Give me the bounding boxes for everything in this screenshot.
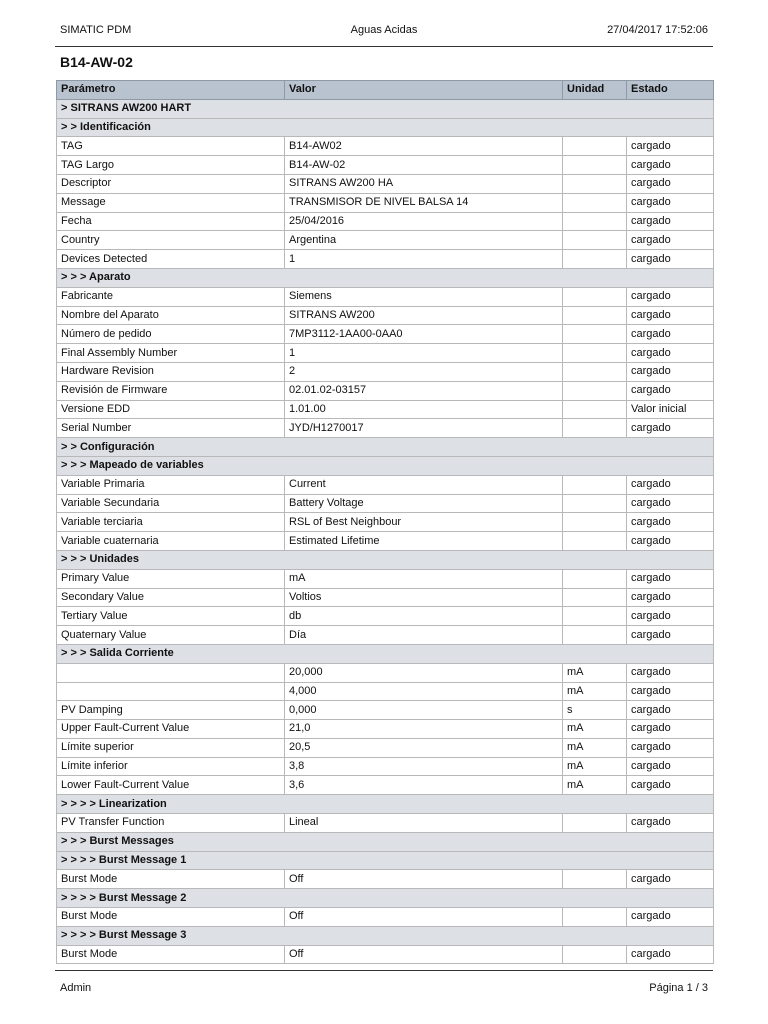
- unit-cell: [563, 287, 627, 306]
- section-label: > > > Mapeado de variables: [57, 456, 714, 475]
- section-label: > > > Aparato: [57, 268, 714, 287]
- table-row: [57, 682, 714, 701]
- table-row: [57, 325, 714, 344]
- table-row: [57, 287, 714, 306]
- unit-cell: [563, 306, 627, 325]
- value-cell: 20,000: [285, 663, 563, 682]
- unit-cell: [563, 908, 627, 927]
- table-row: [57, 250, 714, 269]
- value-cell: TRANSMISOR DE NIVEL BALSA 14: [285, 193, 563, 212]
- table-row: [57, 607, 714, 626]
- section-row: [57, 889, 714, 908]
- status-cell: cargado: [627, 757, 714, 776]
- status-cell: cargado: [627, 137, 714, 156]
- status-cell: cargado: [627, 344, 714, 363]
- value-cell: Off: [285, 945, 563, 964]
- value-cell: 4,000: [285, 682, 563, 701]
- status-cell: cargado: [627, 814, 714, 833]
- param-cell: TAG Largo: [57, 156, 285, 175]
- value-cell: Off: [285, 908, 563, 927]
- param-cell: Versione EDD: [57, 400, 285, 419]
- table-row: [57, 362, 714, 381]
- value-cell: B14-AW02: [285, 137, 563, 156]
- unit-cell: [563, 344, 627, 363]
- value-cell: 3,8: [285, 757, 563, 776]
- value-cell: Siemens: [285, 287, 563, 306]
- value-cell: 21,0: [285, 720, 563, 739]
- section-row: [57, 438, 714, 457]
- unit-cell: [563, 174, 627, 193]
- table-row: [57, 344, 714, 363]
- param-cell: Hardware Revision: [57, 362, 285, 381]
- table-row: [57, 475, 714, 494]
- table-row: [57, 174, 714, 193]
- unit-cell: [563, 231, 627, 250]
- unit-cell: [563, 945, 627, 964]
- unit-cell: [563, 870, 627, 889]
- table-header-row: [57, 81, 714, 100]
- param-cell: Tertiary Value: [57, 607, 285, 626]
- unit-cell: [563, 607, 627, 626]
- unit-cell: [563, 419, 627, 438]
- status-cell: cargado: [627, 231, 714, 250]
- section-row: [57, 550, 714, 569]
- value-cell: 25/04/2016: [285, 212, 563, 231]
- table-row: [57, 193, 714, 212]
- column-header-parametro: Parámetro: [57, 81, 285, 100]
- table-row: [57, 400, 714, 419]
- status-cell: cargado: [627, 663, 714, 682]
- value-cell: SITRANS AW200: [285, 306, 563, 325]
- param-cell: Límite superior: [57, 738, 285, 757]
- unit-cell: [563, 513, 627, 532]
- value-cell: B14-AW-02: [285, 156, 563, 175]
- param-cell: Quaternary Value: [57, 626, 285, 645]
- param-cell: Revisión de Firmware: [57, 381, 285, 400]
- section-label: > > > > Burst Message 3: [57, 926, 714, 945]
- status-cell: cargado: [627, 626, 714, 645]
- section-row: [57, 795, 714, 814]
- unit-cell: [563, 814, 627, 833]
- table-row: [57, 381, 714, 400]
- status-cell: cargado: [627, 419, 714, 438]
- value-cell: Argentina: [285, 231, 563, 250]
- param-cell: Fecha: [57, 212, 285, 231]
- table-row: [57, 494, 714, 513]
- unit-cell: [563, 400, 627, 419]
- section-label: > > > Salida Corriente: [57, 644, 714, 663]
- section-label: > > > > Burst Message 1: [57, 851, 714, 870]
- table-row: [57, 870, 714, 889]
- parameter-table: [56, 80, 714, 964]
- status-cell: cargado: [627, 381, 714, 400]
- param-cell: PV Transfer Function: [57, 814, 285, 833]
- table-row: [57, 908, 714, 927]
- param-cell: Message: [57, 193, 285, 212]
- status-cell: cargado: [627, 738, 714, 757]
- section-label: > > > > Linearization: [57, 795, 714, 814]
- value-cell: Voltios: [285, 588, 563, 607]
- app-name: SIMATIC PDM: [60, 24, 132, 36]
- value-cell: Current: [285, 475, 563, 494]
- unit-cell: mA: [563, 663, 627, 682]
- page-footer: [60, 982, 708, 998]
- table-body: [57, 99, 714, 964]
- status-cell: cargado: [627, 156, 714, 175]
- table-row: [57, 532, 714, 551]
- status-cell: cargado: [627, 870, 714, 889]
- table-row: [57, 776, 714, 795]
- table-row: [57, 212, 714, 231]
- table-row: [57, 945, 714, 964]
- value-cell: db: [285, 607, 563, 626]
- status-cell: cargado: [627, 250, 714, 269]
- unit-cell: [563, 250, 627, 269]
- section-row: [57, 644, 714, 663]
- param-cell: Lower Fault-Current Value: [57, 776, 285, 795]
- value-cell: 3,6: [285, 776, 563, 795]
- section-label: > > > Burst Messages: [57, 832, 714, 851]
- unit-cell: mA: [563, 757, 627, 776]
- param-cell: Serial Number: [57, 419, 285, 438]
- table-row: [57, 137, 714, 156]
- table-row: [57, 720, 714, 739]
- value-cell: Battery Voltage: [285, 494, 563, 513]
- table-row: [57, 156, 714, 175]
- value-cell: 7MP3112-1AA00-0AA0: [285, 325, 563, 344]
- param-cell: Número de pedido: [57, 325, 285, 344]
- section-row: [57, 456, 714, 475]
- status-cell: cargado: [627, 193, 714, 212]
- unit-cell: [563, 193, 627, 212]
- value-cell: Off: [285, 870, 563, 889]
- param-cell: TAG: [57, 137, 285, 156]
- unit-cell: [563, 381, 627, 400]
- status-cell: cargado: [627, 306, 714, 325]
- table-row: [57, 663, 714, 682]
- status-cell: cargado: [627, 174, 714, 193]
- value-cell: mA: [285, 569, 563, 588]
- unit-cell: mA: [563, 682, 627, 701]
- section-row: [57, 118, 714, 137]
- param-cell: Variable Primaria: [57, 475, 285, 494]
- status-cell: cargado: [627, 475, 714, 494]
- unit-cell: [563, 362, 627, 381]
- project-name: Aguas Acidas: [350, 24, 418, 36]
- table-row: [57, 569, 714, 588]
- section-label: > SITRANS AW200 HART: [57, 99, 714, 118]
- param-cell: [57, 682, 285, 701]
- header-divider: [55, 46, 713, 47]
- page-header: [60, 24, 708, 40]
- status-cell: cargado: [627, 588, 714, 607]
- section-label: > > Configuración: [57, 438, 714, 457]
- unit-cell: [563, 626, 627, 645]
- status-cell: cargado: [627, 212, 714, 231]
- param-cell: Fabricante: [57, 287, 285, 306]
- value-cell: JYD/H1270017: [285, 419, 563, 438]
- param-cell: Devices Detected: [57, 250, 285, 269]
- value-cell: Estimated Lifetime: [285, 532, 563, 551]
- column-header-unidad: Unidad: [563, 81, 627, 100]
- param-cell: Burst Mode: [57, 945, 285, 964]
- section-row: [57, 99, 714, 118]
- value-cell: 1.01.00: [285, 400, 563, 419]
- param-cell: Country: [57, 231, 285, 250]
- section-row: [57, 268, 714, 287]
- value-cell: 02.01.02-03157: [285, 381, 563, 400]
- value-cell: SITRANS AW200 HA: [285, 174, 563, 193]
- section-row: [57, 926, 714, 945]
- value-cell: 2: [285, 362, 563, 381]
- status-cell: cargado: [627, 776, 714, 795]
- unit-cell: mA: [563, 720, 627, 739]
- table-row: [57, 513, 714, 532]
- param-cell: Variable cuaternaria: [57, 532, 285, 551]
- table-row: [57, 588, 714, 607]
- footer-divider: [55, 970, 713, 971]
- param-cell: [57, 663, 285, 682]
- status-cell: cargado: [627, 682, 714, 701]
- table-row: [57, 626, 714, 645]
- value-cell: 0,000: [285, 701, 563, 720]
- value-cell: Día: [285, 626, 563, 645]
- unit-cell: [563, 325, 627, 344]
- param-cell: Descriptor: [57, 174, 285, 193]
- status-cell: cargado: [627, 494, 714, 513]
- section-label: > > > Unidades: [57, 550, 714, 569]
- value-cell: RSL of Best Neighbour: [285, 513, 563, 532]
- unit-cell: [563, 156, 627, 175]
- status-cell: cargado: [627, 287, 714, 306]
- status-cell: Valor inicial: [627, 400, 714, 419]
- table-row: [57, 306, 714, 325]
- status-cell: cargado: [627, 569, 714, 588]
- param-cell: PV Damping: [57, 701, 285, 720]
- page-number: Página 1 / 3: [649, 982, 708, 994]
- unit-cell: [563, 494, 627, 513]
- unit-cell: [563, 532, 627, 551]
- status-cell: cargado: [627, 362, 714, 381]
- param-cell: Upper Fault-Current Value: [57, 720, 285, 739]
- param-cell: Variable terciaria: [57, 513, 285, 532]
- param-cell: Nombre del Aparato: [57, 306, 285, 325]
- status-cell: cargado: [627, 908, 714, 927]
- unit-cell: [563, 475, 627, 494]
- param-cell: Secondary Value: [57, 588, 285, 607]
- section-row: [57, 851, 714, 870]
- unit-cell: [563, 569, 627, 588]
- unit-cell: [563, 588, 627, 607]
- column-header-valor: Valor: [285, 81, 563, 100]
- section-row: [57, 832, 714, 851]
- report-datetime: 27/04/2017 17:52:06: [607, 24, 708, 36]
- unit-cell: mA: [563, 738, 627, 757]
- unit-cell: mA: [563, 776, 627, 795]
- value-cell: 1: [285, 250, 563, 269]
- unit-cell: s: [563, 701, 627, 720]
- section-label: > > > > Burst Message 2: [57, 889, 714, 908]
- column-header-estado: Estado: [627, 81, 714, 100]
- table-row: [57, 419, 714, 438]
- value-cell: 1: [285, 344, 563, 363]
- table-row: [57, 814, 714, 833]
- table-row: [57, 701, 714, 720]
- param-cell: Primary Value: [57, 569, 285, 588]
- status-cell: cargado: [627, 945, 714, 964]
- status-cell: cargado: [627, 607, 714, 626]
- table-row: [57, 231, 714, 250]
- param-cell: Variable Secundaria: [57, 494, 285, 513]
- unit-cell: [563, 212, 627, 231]
- param-cell: Burst Mode: [57, 870, 285, 889]
- table-row: [57, 757, 714, 776]
- status-cell: cargado: [627, 513, 714, 532]
- value-cell: Lineal: [285, 814, 563, 833]
- table-row: [57, 738, 714, 757]
- footer-user: Admin: [60, 982, 92, 994]
- status-cell: cargado: [627, 325, 714, 344]
- unit-cell: [563, 137, 627, 156]
- value-cell: 20,5: [285, 738, 563, 757]
- status-cell: cargado: [627, 720, 714, 739]
- param-cell: Burst Mode: [57, 908, 285, 927]
- section-label: > > Identificación: [57, 118, 714, 137]
- param-cell: Límite inferior: [57, 757, 285, 776]
- status-cell: cargado: [627, 532, 714, 551]
- param-cell: Final Assembly Number: [57, 344, 285, 363]
- status-cell: cargado: [627, 701, 714, 720]
- page-title: B14-AW-02: [60, 54, 133, 70]
